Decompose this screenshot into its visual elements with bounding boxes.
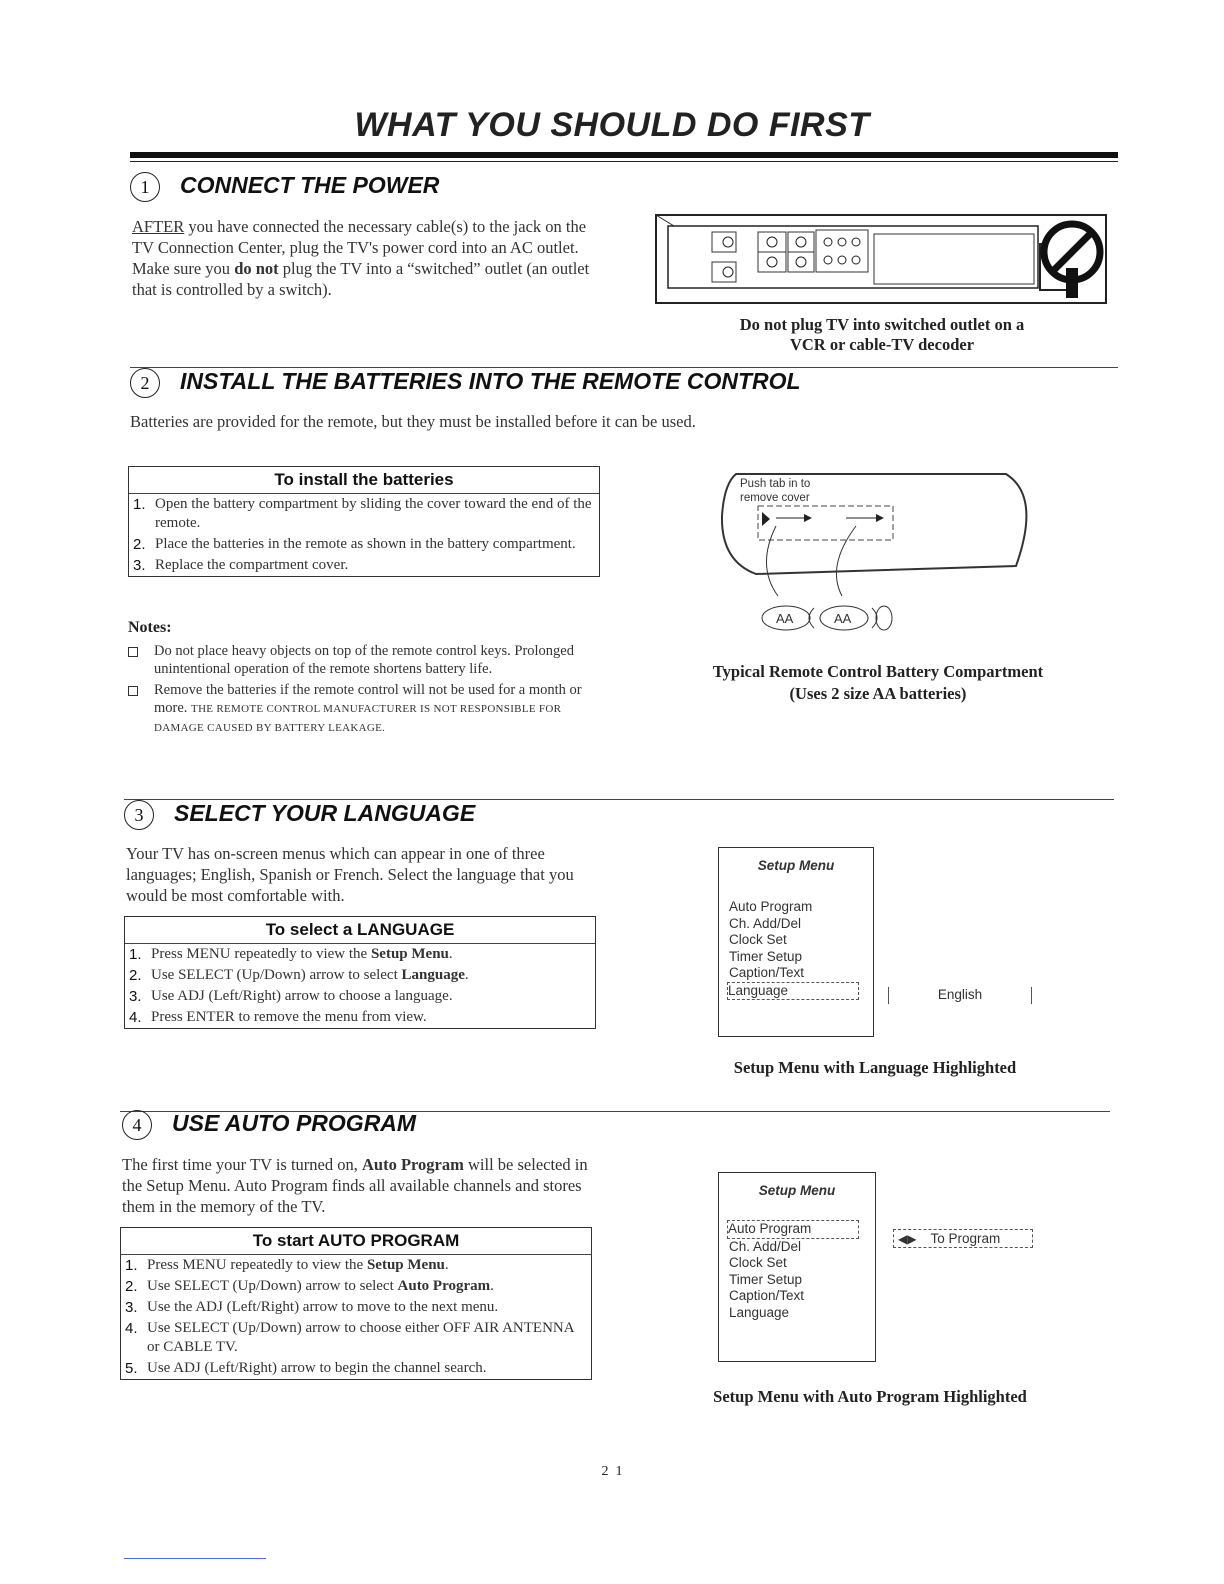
step-text: Use SELECT (Up/Down) arrow to select [147,1278,398,1294]
caption-line: Typical Remote Control Battery Compartment [712,662,1044,681]
batteries-intro: Batteries are provided for the remote, but they must be installed before it can be used. [130,412,696,431]
step-item [121,1255,591,1276]
step-bold: Auto Program [397,1278,491,1294]
step-text: Open the battery compartment by sliding the cover toward the end of the remote. [155,496,592,531]
title-rule-thin [130,161,1118,162]
section-title: SELECT YOUR LANGUAGE [174,800,476,827]
language-caption: Setup Menu with Language Highlighted [733,1058,1017,1077]
battery-label-2: AA [834,611,852,626]
step-item [121,1358,591,1379]
highlighted-item: Language [727,982,859,1001]
step-item [129,534,599,555]
step-number: 4. [125,1320,138,1337]
step-text: Place the batteries in the remote as shown in the battery compartment. [155,536,576,552]
intro-text: will be selected in the Setup Menu. Auto Program finds all available channels and stores them in the memory of the TV. [122,1155,588,1216]
section-power-heading [130,172,439,202]
menu-item-highlighted [719,982,873,1001]
step-text: Use ADJ (Left/Right) arrow to begin the channel search. [147,1360,487,1376]
note-item [128,681,590,737]
step-text: Use ADJ (Left/Right) arrow to choose a language. [151,988,453,1004]
page-number: 2 1 [601,1464,623,1479]
step-item [125,1007,595,1028]
intro-text: The first time your TV is turned on, [122,1155,362,1174]
language-intro: Your TV has on-screen menus which can appear in one of three languages; English, Spanish or French. Select the language that you would be most comfortable with. [126,844,574,905]
step-bold: Setup Menu [366,1257,445,1273]
footer-rule [124,1558,266,1559]
menu-item: Ch. Add/Del [729,915,802,931]
note-item [128,642,590,678]
power-text: you have connected the necessary cable(s) to the jack on the TV Connection Center, plug the TV's power cord into an AC outlet. Make sure you [132,217,587,278]
tab-arrow-icon [762,512,770,526]
step-bold: Language [401,967,465,983]
menu-item: Caption/Text [729,965,805,980]
menu-item: Language [729,1304,790,1320]
step-text: . [490,1278,494,1294]
auto-setup-menu [718,1172,876,1362]
section-auto-heading [122,1110,416,1140]
batteries-caption [690,661,1066,705]
step-item [121,1297,591,1318]
step-text: . [448,946,453,962]
step-number: 1. [133,496,146,513]
step-item [121,1276,591,1297]
menu-item-highlighted [719,1220,875,1239]
step-text: Use the ADJ (Left/Right) arrow to move to the next menu. [147,1299,499,1315]
step-text: Replace the compartment cover. [155,557,349,573]
do-not-text: do not [234,259,279,278]
step-item [129,555,599,576]
checkbox-bullet-icon [128,647,138,657]
auto-intro [122,1154,592,1217]
battery-label-1: AA [776,611,794,626]
language-steps-box [124,916,596,1029]
step-text: . [444,1257,449,1273]
step-number: 5. [125,1360,138,1377]
section-title: USE AUTO PROGRAM [172,1110,417,1137]
batteries-steps-box [128,466,600,577]
auto-caption: Setup Menu with Auto Program Highlighted [713,1387,1027,1406]
push-tab-label: Push tab in to remove cover [740,478,811,504]
intro-bold: Auto Program [361,1155,464,1174]
step-text: . [464,967,469,983]
checkbox-bullet-icon [128,686,138,696]
caption-line: Do not plug TV into switched outlet on a [739,315,1025,334]
power-caption [700,315,1064,355]
highlighted-item: Auto Program [727,1220,859,1239]
caption-line: VCR or cable-TV decoder [789,335,975,354]
step-number: 1. [125,1257,138,1274]
step-item [125,986,595,1007]
left-right-arrows-icon: ◀▶ [898,1231,917,1246]
menu-title: Setup Menu [758,1183,836,1198]
section-number: 2 [130,368,160,398]
menu-item: Caption/Text [729,1288,805,1303]
step-text: Use SELECT (Up/Down) arrow to choose either OFF AIR ANTENNA or CABLE TV. [147,1320,574,1355]
side-value: To Program [930,1231,1001,1246]
menu-item: Timer Setup [729,1271,803,1287]
note-warning: THE REMOTE CONTROL MANUFACTURER IS NOT RESPONSIBLE FOR DAMAGE CAUSED BY BATTERY LEAKAGE. [154,703,562,734]
step-number: 1. [129,946,142,963]
power-text-end: plug the TV into a “switched” outlet (an outlet that is controlled by a switch). [132,259,590,299]
box-title: To install the batteries [129,467,599,494]
menu-title: Setup Menu [757,858,835,873]
section-number: 1 [130,172,160,202]
menu-item: Ch. Add/Del [729,1238,802,1254]
caption-line: (Uses 2 size AA batteries) [789,684,967,703]
step-item [125,944,595,965]
menu-item: Clock Set [729,932,787,947]
step-bold: Setup Menu [370,946,449,962]
step-text: Press MENU repeatedly to view the [147,1257,367,1273]
section-title: CONNECT THE POWER [180,172,440,199]
section-number: 3 [124,800,154,830]
menu-item: Auto Program [729,899,813,914]
title-rule [130,152,1118,158]
step-item [125,965,595,986]
step-text: Press ENTER to remove the menu from view. [151,1009,427,1025]
section-title: INSTALL THE BATTERIES INTO THE REMOTE CONTROL [180,368,801,395]
step-number: 2. [125,1278,138,1295]
section-language-heading [124,800,475,830]
step-text: Use SELECT (Up/Down) arrow to select [151,967,402,983]
step-number: 4. [129,1009,142,1026]
step-number: 3. [129,988,142,1005]
menu-item: Clock Set [729,1255,787,1270]
box-title: To start AUTO PROGRAM [121,1228,591,1255]
notes-label: Notes: [128,619,172,636]
power-paragraph [132,216,602,300]
step-text: Press MENU repeatedly to view the [151,946,371,962]
note-text: Remove the batteries if the remote control will not be used for a month or more. [154,682,582,716]
step-number: 3. [133,557,146,574]
note-text: Do not place heavy objects on top of the remote control keys. Prolonged unintentional operation of the remote shortens battery life. [154,643,574,677]
language-setup-menu [718,847,874,1037]
menu-item: Timer Setup [729,948,803,964]
auto-value-box [893,1229,1033,1248]
step-number: 2. [129,967,142,984]
auto-steps-box [120,1227,592,1380]
tv-back-panel-diagram [654,212,1110,308]
notes-list [128,642,590,737]
page-title: WHAT YOU SHOULD DO FIRST [354,106,870,144]
step-number: 3. [125,1299,138,1316]
box-title: To select a LANGUAGE [125,917,595,944]
section-batteries-heading [130,368,801,398]
language-value-box: English [888,987,1032,1004]
step-item [129,494,599,534]
step-number: 2. [133,536,146,553]
section-number: 4 [122,1110,152,1140]
after-word: AFTER [132,217,185,236]
step-item [121,1318,591,1358]
